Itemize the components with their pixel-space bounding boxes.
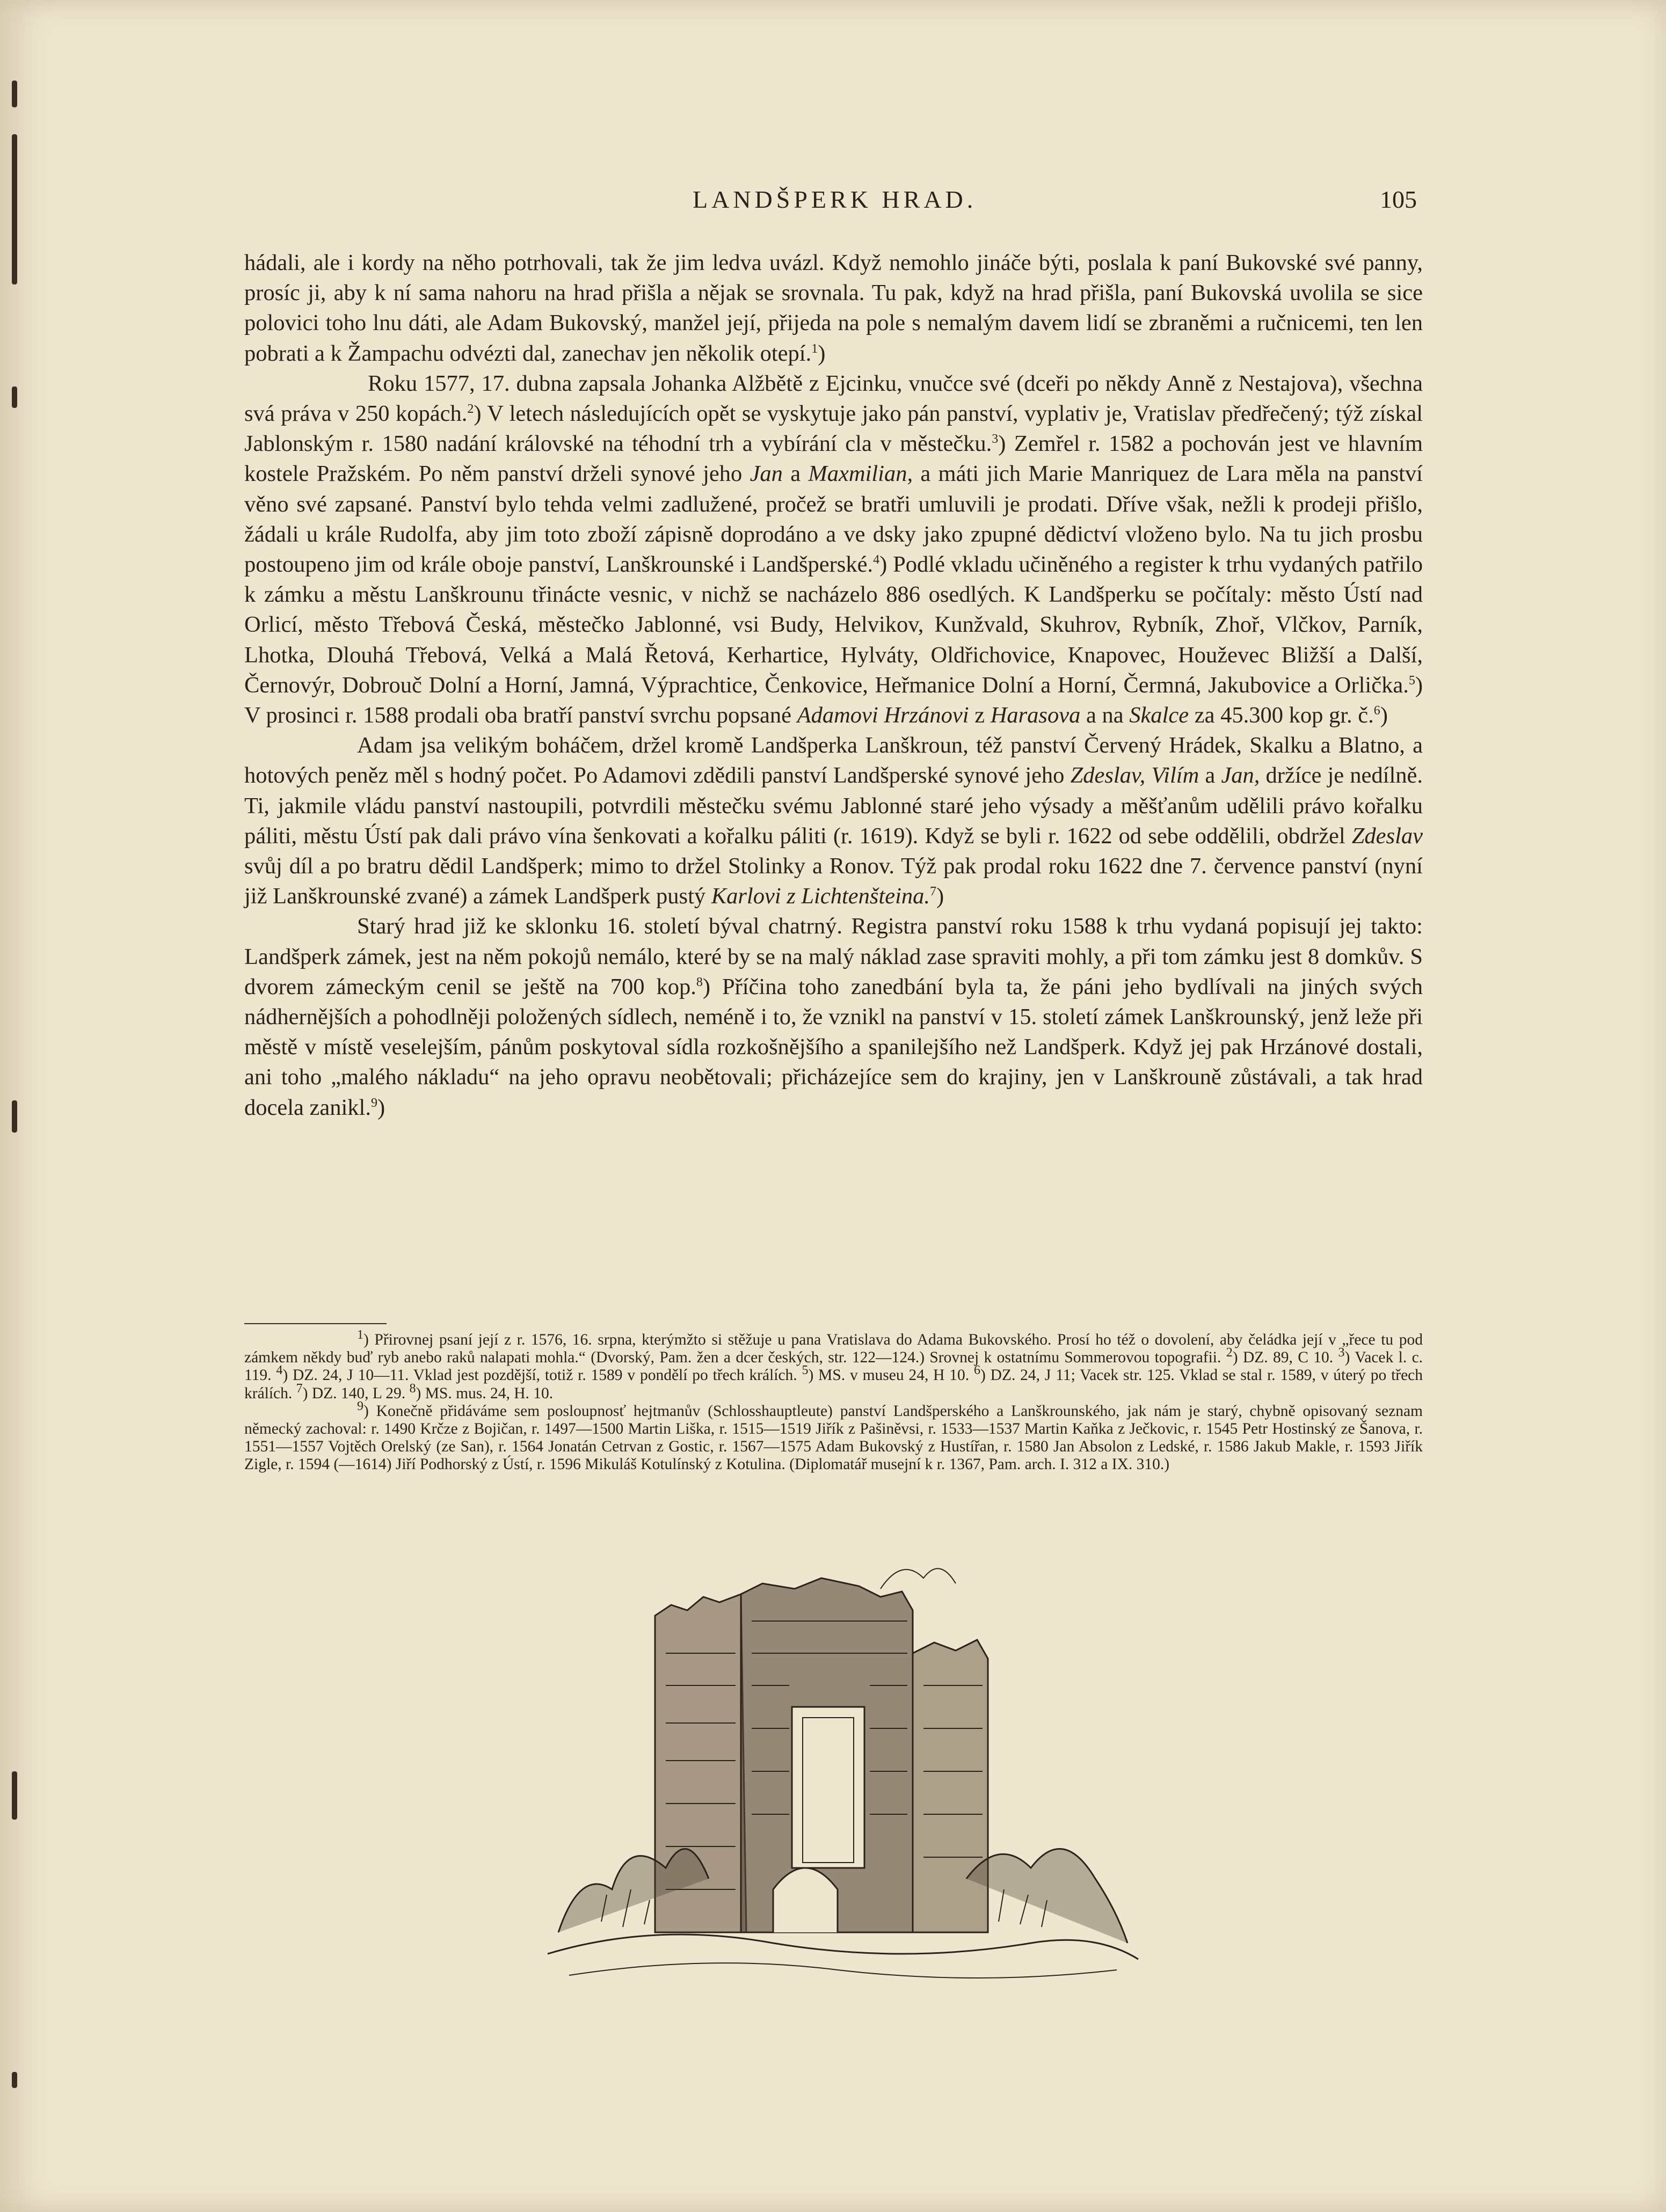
person-name: Karlovi z Lichtenšteina.	[711, 884, 930, 909]
paragraph: Starý hrad již ke sklonku 16. století býval chatrný. Registra panství roku 1588 k trhu vydaná popisují jej takto: Landšperk zámek, jest na něm pokojů nemálo, které by se na malý náklad zase spraviti mohly, a při tom zámku jest 8 domkův. S dvorem zámeckým cenil se ještě na 700 kop.$^8$) Příčina toho zanedbání byla ta, že páni jeho bydlívali na jiných svých nádhernějších a pohodlněji položených sídlech, neméně i to, že vznikl na panství v 15. století zámek Lanškrounský, jenž leže při městě v místě veselejším, pánům poskytoval sídla rozkošnějšího a spanilejšího než Landšperk. Když jej pak Hrzánové dostali, ani toho „malého nákladu“ na jeho opravu neobětovali; přicházejíce sem do krajiny, jen v Lanškrouně zůstávali, a tak hrad docela zanikl.$^9$)	[244, 914, 1423, 1120]
footnotes	[244, 1328, 1423, 1474]
person-name: Adamovi Hrzánovi	[797, 703, 969, 728]
paragraph: Roku 1577, 17. dubna zapsala Johanka Alžbětě z Ejcinku, vnučce své (dceři po někdy Anně z Nestajova), všechna svá práva v 250 kopách.$^2$) V letech následujících opět se vyskytuje jako pán panství, vyplativ je, Vratislav předřečený; týž získal Jablonským r. 1580 nadání královské na téhodní trh a vybírání cla v městečku.$^3$) Zemřel r. 1582 a pochován jest ve hlavním kostele Pražském. Po něm panství drželi synové jeho Jan a Maxmilian, a máti jich Marie Manriquez de Lara měla na panství věno své zapsané. Panství bylo tehda velmi zadlužené, pročež se bratři umluvili je prodati. Dříve však, nežli k prodeji přišlo, žádali u krále Rudolfa, aby jim toto zboží zápisně doprodáno a ve dsky jako zpupné dědictví vloženo bylo. Na tu jich prosbu postoupeno jim od krále oboje panství, Lanškrounské i Landšperské.$^4$) Podlé vkladu učiněného a register k trhu vydaných patřilo k zámku a městu Lanškrounu třinácte vesnic, v nichž se nacházelo 886 osedlých. K Landšperku se počítaly: město Ústí nad Orlicí, město Třebová Česká, městečko Jablonné, vsi Budy, Helvikov, Kunžvald, Skuhrov, Rybník, Zhoř, Vlčkov, Parník, Lhotka, Dlouhá Třebová, Velká a Malá Řetová, Kerhartice, Hylváty, Oldřichovice, Knapovec, Houževec Bližší a Další, Černovýr, Dobrouč Dolní a Horní, Jamná, Výprachtice, Čenkovice, Heřmanice Dolní a Horní, Čermná, Jakubovice a Orlička.$^5$) V prosinci r. 1588 prodali oba bratří panství svrchu popsané Adamovi Hrzánovi z Harasova a na Skalce za 45.300 kop gr. č.$^6$)	[244, 370, 1423, 728]
footnote: $^9$) Konečně přidáváme sem posloupnosť hejtmanův (Schlosshauptleute) panství Landšperského a Lanškrounského, jak nám je starý, chybně opisovaný seznam německý zachoval: r. 1490 Krčze z Bojičan, r. 1497—1500 Martin Liška, r. 1515—1519 Jiřík z Pašiněvsi, r. 1533—1537 Martin Kaňka z Ječkovic, r. 1545 Petr Hostinský ze Šanova, r. 1551—1557 Vojtěch Orelský (ze San), r. 1564 Jonatán Cetrvan z Gostic, r. 1567—1575 Adam Bukovský z Hustířan, r. 1580 Jan Absolon z Ledské, r. 1586 Jakub Makle, r. 1593 Jiřík Zigle, r. 1594 (—1614) Jiří Podhorský z Ústí, r. 1596 Mikuláš Kotulínský z Kotulina. (Diplomatář musejní k r. 1367, Pam. arch. I. 312 a IX. 310.)	[244, 1399, 1423, 1473]
place-name: Skalce	[1129, 703, 1189, 728]
binding-mark	[12, 386, 17, 408]
person-name: Zdeslav	[1351, 823, 1423, 849]
person-name: Jan	[750, 461, 783, 487]
place-name: Harasova	[990, 703, 1081, 728]
running-title: LANDŠPERK HRAD.	[693, 186, 977, 213]
binding-mark	[12, 134, 17, 284]
binding-mark	[12, 81, 17, 107]
person-name: Jan,	[1221, 763, 1260, 789]
binding-mark	[12, 1771, 17, 1820]
castle-ruin-engraving-icon	[494, 1546, 1160, 1991]
page-number: 105	[1380, 186, 1417, 213]
person-name: Zdeslav, Vilím	[1070, 763, 1199, 789]
footnote-rule	[244, 1323, 387, 1324]
paragraph: Adam jsa velikým boháčem, držel kromě Landšperka Lanškroun, též panství Červený Hrádek, Skalku a Blatno, a hotových peněz měl s hodný počet. Po Adamovi zdědili panství Landšperské synové jeho Zdeslav, Vilím a Jan, držíce je nedílně. Ti, jakmile vládu panství nastoupili, potvrdili městečku svému Jablonné staré jeho výsady a měšťanům udělili právo kořalku páliti, městu Ústí pak dali právo vína šenkovati a kořalku páliti (r. 1619). Když se byli r. 1622 od sebe oddělili, obdržel Zdeslav svůj díl a po bratru dědil Landšperk; mimo to držel Stolinky a Ronov. Týž pak prodal roku 1622 dne 7. července panství (nyní již Lanškrounské zvané) a zámek Landšperk pustý Karlovi z Lichtenšteina.$^7$)	[244, 733, 1423, 909]
footnote: $^1$) Přirovnej psaní její z r. 1576, 16. srpna, kterýmžto si stěžuje u pana Vratislava do Adama Bukovského. Prosí ho též o dovolení, aby čeládka její v „řece tu pod zámkem někdy buď ryb anebo raků nalapati mohla.“ (Dvorský, Pam. žen a dcer českých, str. 122—124.) Srovnej k ostatnímu Sommerovou topografii. $^2$) DZ. 89, C 10. $^3$) Vacek l. c. 119. $^4$) DZ. 24, J 10—11. Vklad jest pozdější, totiž r. 1589 v pondělí po třech králích. $^5$) MS. v museu 24, H 10. $^6$) DZ. 24, J 11; Vacek str. 125. Vklad se stal r. 1589, v úterý po třech králích. $^7$) DZ. 140, L 29. $^8$) MS. mus. 24, H. 10.	[244, 1328, 1423, 1402]
binding-mark	[12, 1100, 17, 1133]
binding-mark	[12, 2072, 17, 2088]
person-name: Maxmilian,	[808, 461, 913, 487]
body-text	[244, 248, 1423, 1123]
paragraph: hádali, ale i kordy na něho potrhovali, tak že jim ledva uvázl. Když nemohlo jináče býti, poslala k paní Bukovské své panny, prosíc ji, aby k ní sama nahoru na hrad přišla a nějak se srovnala. Tu pak, když na hrad přišla, paní Bukovská uvolila se sice polovici toho lnu dáti, ale Adam Bukovský, manžel její, přijeda na pole s nemalým davem lidí se zbraněmi a ručnicemi, ten len pobrati a k Žampachu odvézti dal, zanechav jen několik otepí.$^1$)	[244, 250, 1423, 366]
